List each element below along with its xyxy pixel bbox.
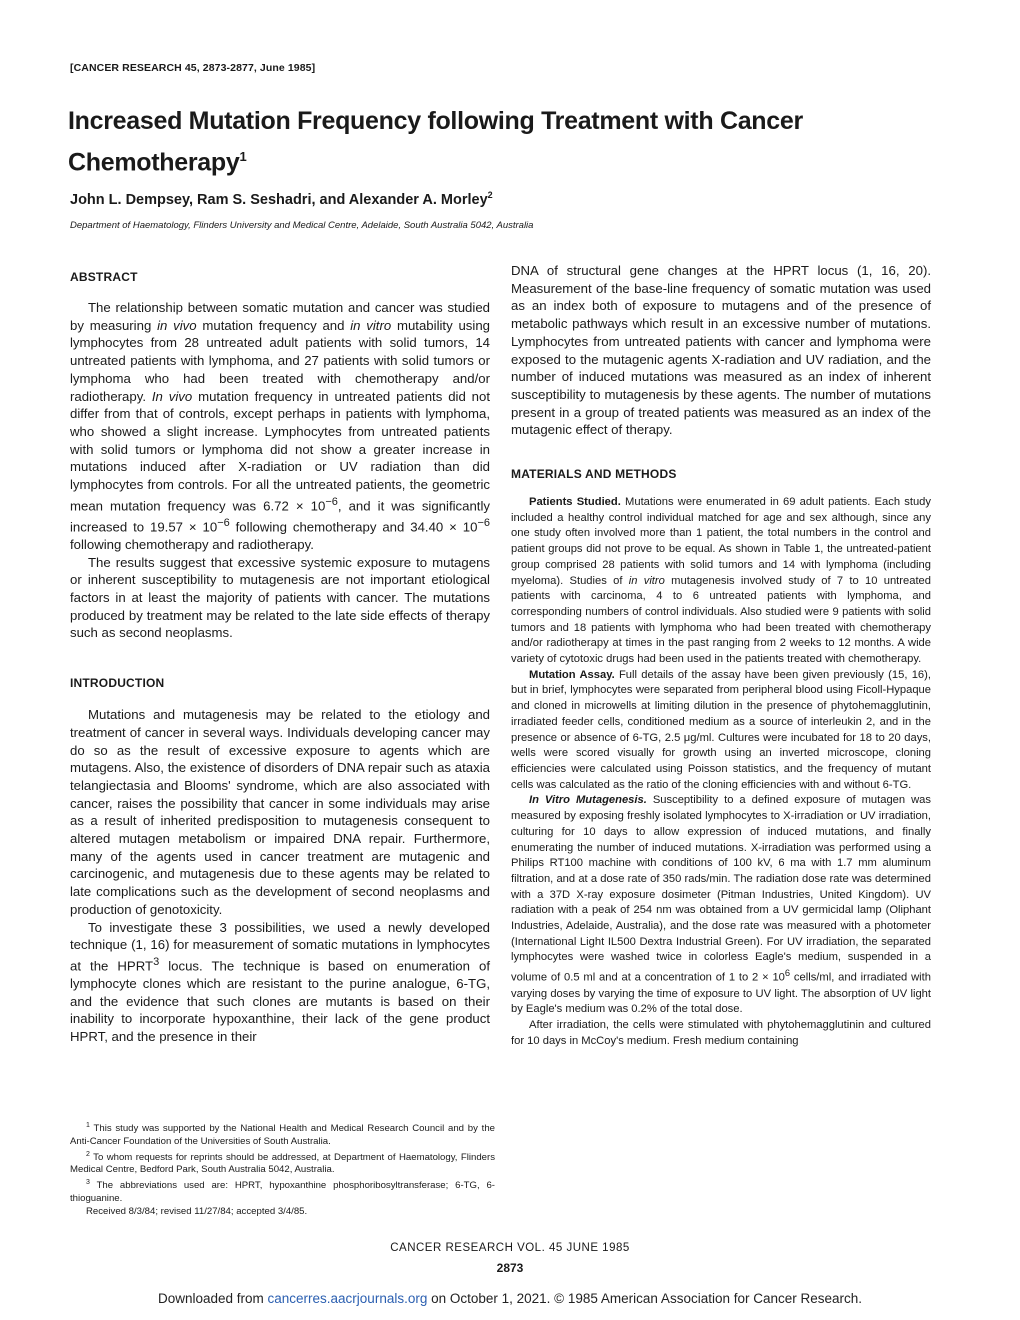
after-irradiation-paragraph: After irradiation, the cells were stimulated with phytohemagglutinin and cultured for 10 days in McCoy's medium. Fresh medium containing — [511, 1018, 931, 1047]
right-column — [511, 262, 931, 1049]
in-vitro-mutagenesis-paragraph: In Vitro Mutagenesis. Susceptibility to a defined exposure of mutagen was measured by exposing freshly isolated lymphocytes to X-irradiation or UV irradiation, culturing for 10 days to allow expression of induced mutations, and finally enumerating the number of induced mutations. X-irradiation was performed using a Philips RT100 machine with conditions of 100 kV, 6 ma with 1.7 mm aluminum filtration, and at a dose rate of 350 rads/min. The radiation dose rate was determined with a 37D X-ray exposure dosimeter (Pitman Industries, United Kingdom). UV radiation with a peak of 254 nm was obtained from a UV germicidal lamp (Oliphant Industries, Adelaide, Australia), and the dose rate was measured with a photometer (International Light IL500 Dextra Industrial Green). For UV irradiation, the separated lymphocytes were washed twice in colorless Eagle's medium, suspended in a volume of 0.5 ml and at a concentration of 1 to $2 \times 10^6$ cells/ml, and irradiated with varying doses by varying the time of exposure to UV light. The absorption of UV light by Eagle's medium was 0.2% of the total dose. — [511, 794, 931, 1016]
left-column — [70, 270, 490, 1046]
patients-studied-paragraph: Patients Studied. Mutations were enumerated in 69 adult patients. Each study included a healthy control individual matched for age and sex although, since any one study often involved more than 1 patient, the total numbers in the control and patient groups did not prove to be equal. As shown in Table 1, the untreated-patient group comprised 28 patients with solid tumors and 14 with lymphoma (including myeloma). Studies of in vitro mutagenesis involved study of 7 to 10 untreated patients with carcinoma, 4 to 6 untreated patients with lymphoma, and corresponding numbers of control individuals. Also studied were 9 patients with solid tumors and 18 patients with lymphoma who had been treated with chemotherapy and/or radiotherapy at times in the past ranging from 2 weeks to 12 months. A wide variety of cytotoxic drugs had been used in the patients treated with chemotherapy. — [511, 496, 931, 666]
received-dates: Received 8/3/84; revised 11/27/84; accepted 3/4/85. — [86, 1205, 308, 1217]
footnote-1: $^1$ This study was supported by the National Health and Medical Research Council and by the Anti-Cancer Foundation of the Universities of South Australia. — [70, 1122, 495, 1147]
journal-link[interactable]: cancerres.aacrjournals.org — [267, 1291, 428, 1306]
footnote-3: $^3$ The abbreviations used are: HPRT, hypoxanthine phosphoribosyltransferase; 6-TG, 6-thioguanine. — [70, 1179, 495, 1205]
abstract-paragraph-2: The results suggest that excessive systemic exposure to mutagens or inherent susceptibility to mutagenesis are not important etiological factors in at least the majority of patients with cancer. The mutations produced by treatment may be related to the late side effects of therapy such as second neoplasms. — [70, 554, 490, 641]
footnotes — [70, 1120, 495, 1218]
abstract-heading: ABSTRACT — [70, 270, 138, 284]
introduction-paragraph-1: Mutations and mutagenesis may be related to the etiology and treatment of cancer in several ways. Individuals developing cancer may do so as the result of excessive exposure to agents which are mutagens. Also, the existence of disorders of DNA repair such as ataxia telangiectasia and Blooms' syndrome, which are also associated with cancer, raises the possibility that cancer in some individuals may arise as a result of inherited predisposition to mutagenesis consequent to altered mutagen metabolism or impaired DNA repair. Furthermore, many of the agents used in cancer treatment are mutagenic and carcinogenic, and mutagenesis due to these agents may be related to late complications such as the development of second neoplasms and production of genotoxicity. — [70, 707, 490, 917]
download-notice: Downloaded from cancerres.aacrjournals.org on October 1, 2021. © 1985 American Association for Cancer Research. — [157, 1291, 863, 1306]
authors-text: John L. Dempsey, Ram S. Seshadri, and Alexander A. Morley — [70, 191, 488, 208]
citation-header: [CANCER RESEARCH 45, 2873-2877, June 1985] — [70, 62, 316, 74]
page-number: 2873 — [496, 1261, 524, 1275]
affiliation: Department of Haematology, Flinders University and Medical Centre, Adelaide, South Australia 5042, Australia — [70, 220, 534, 231]
footnote-2: $^2$ To whom requests for reprints should be addressed, at Department of Haematology, Flinders Medical Centre, Bedford Park, South Australia 5042, Australia. — [70, 1150, 495, 1176]
mutation-assay-paragraph: Mutation Assay. Full details of the assay have been given previously (15, 16), but in brief, lymphocytes were separated from peripheral blood using Ficoll-Hypaque and cloned in microwells at limiting dilution in the presence of phytohemagglutinin, irradiated feeder cells, conditioned medium as a source of interleukin 2, and in the presence or absence of 6-TG, 2.5 μg/ml. Cultures were incubated for 18 to 20 days, wells were scored visually for growth using an inverted microscope, cloning efficiencies were calculated using Poisson statistics, and the frequency of mutant cells was calculated as the ratio of the cloning efficiencies with and without 6-TG. — [511, 668, 931, 791]
article-title — [68, 103, 828, 180]
abstract-paragraph-1: The relationship between somatic mutation and cancer was studied by measuring in vivo mutation frequency and in vitro mutability using lymphocytes from 28 untreated adult patients with solid tumors, 14 untreated patients with lymphoma, and 27 patients with solid tumors or lymphoma who had been treated with chemotherapy and/or radiotherapy. In vivo mutation frequency in untreated patients did not differ from that of controls, except perhaps in patients with lymphoma, who showed a slight increase. Lymphocytes from untreated patients with solid tumors or lymphoma did not show a greater increase in mutations induced after X-radiation or UV radiation than did lymphocytes from controls. For all the untreated patients, the geometric mean mutation frequency was $6.72 \times 10^{-6}$, and it was significantly increased to $19.57 \times 10^{-6}$ following chemotherapy and $34.40 \times 10^{-6}$ following chemotherapy and radiotherapy. — [70, 300, 491, 552]
introduction-continued: DNA of structural gene changes at the HPRT locus (1, 16, 20). Measurement of the base-line frequency of somatic mutation was used as an index both of exposure to mutagens and of the presence of metabolic pathways which result in an excessive number of mutations. Lymphocytes from untreated patients with cancer and lymphoma were exposed to the mutagenic agents X-radiation and UV radiation, and the number of induced mutations was measured as an index of inherent susceptibility to mutagenesis by these agents. The number of mutations present in a group of treated patients was measured as an index of the mutagenic effect of therapy. — [511, 263, 931, 438]
introduction-heading: INTRODUCTION — [70, 676, 165, 691]
author-list — [70, 190, 493, 208]
introduction-paragraph-2: To investigate these 3 possibilities, we used a newly developed technique (1, 16) for measurement of somatic mutations in lymphocytes at the HPRT$^3$ locus. The technique is based on enumeration of lymphocyte clones which are resistant to the purine analogue, 6-TG, and the evidence that such clones are mutants is based on their inability to incorporate hypoxanthine, their lack of the gene product HPRT, and the presence in their — [70, 919, 490, 1045]
title-footnote-marker: 1 — [239, 149, 247, 164]
author-footnote-marker: 2 — [487, 190, 493, 200]
methods-heading: MATERIALS AND METHODS — [511, 467, 677, 482]
journal-footer: CANCER RESEARCH VOL. 45 JUNE 1985 — [390, 1242, 630, 1254]
title-text: Increased Mutation Frequency following Treatment with Cancer Chemotherapy — [68, 107, 803, 177]
